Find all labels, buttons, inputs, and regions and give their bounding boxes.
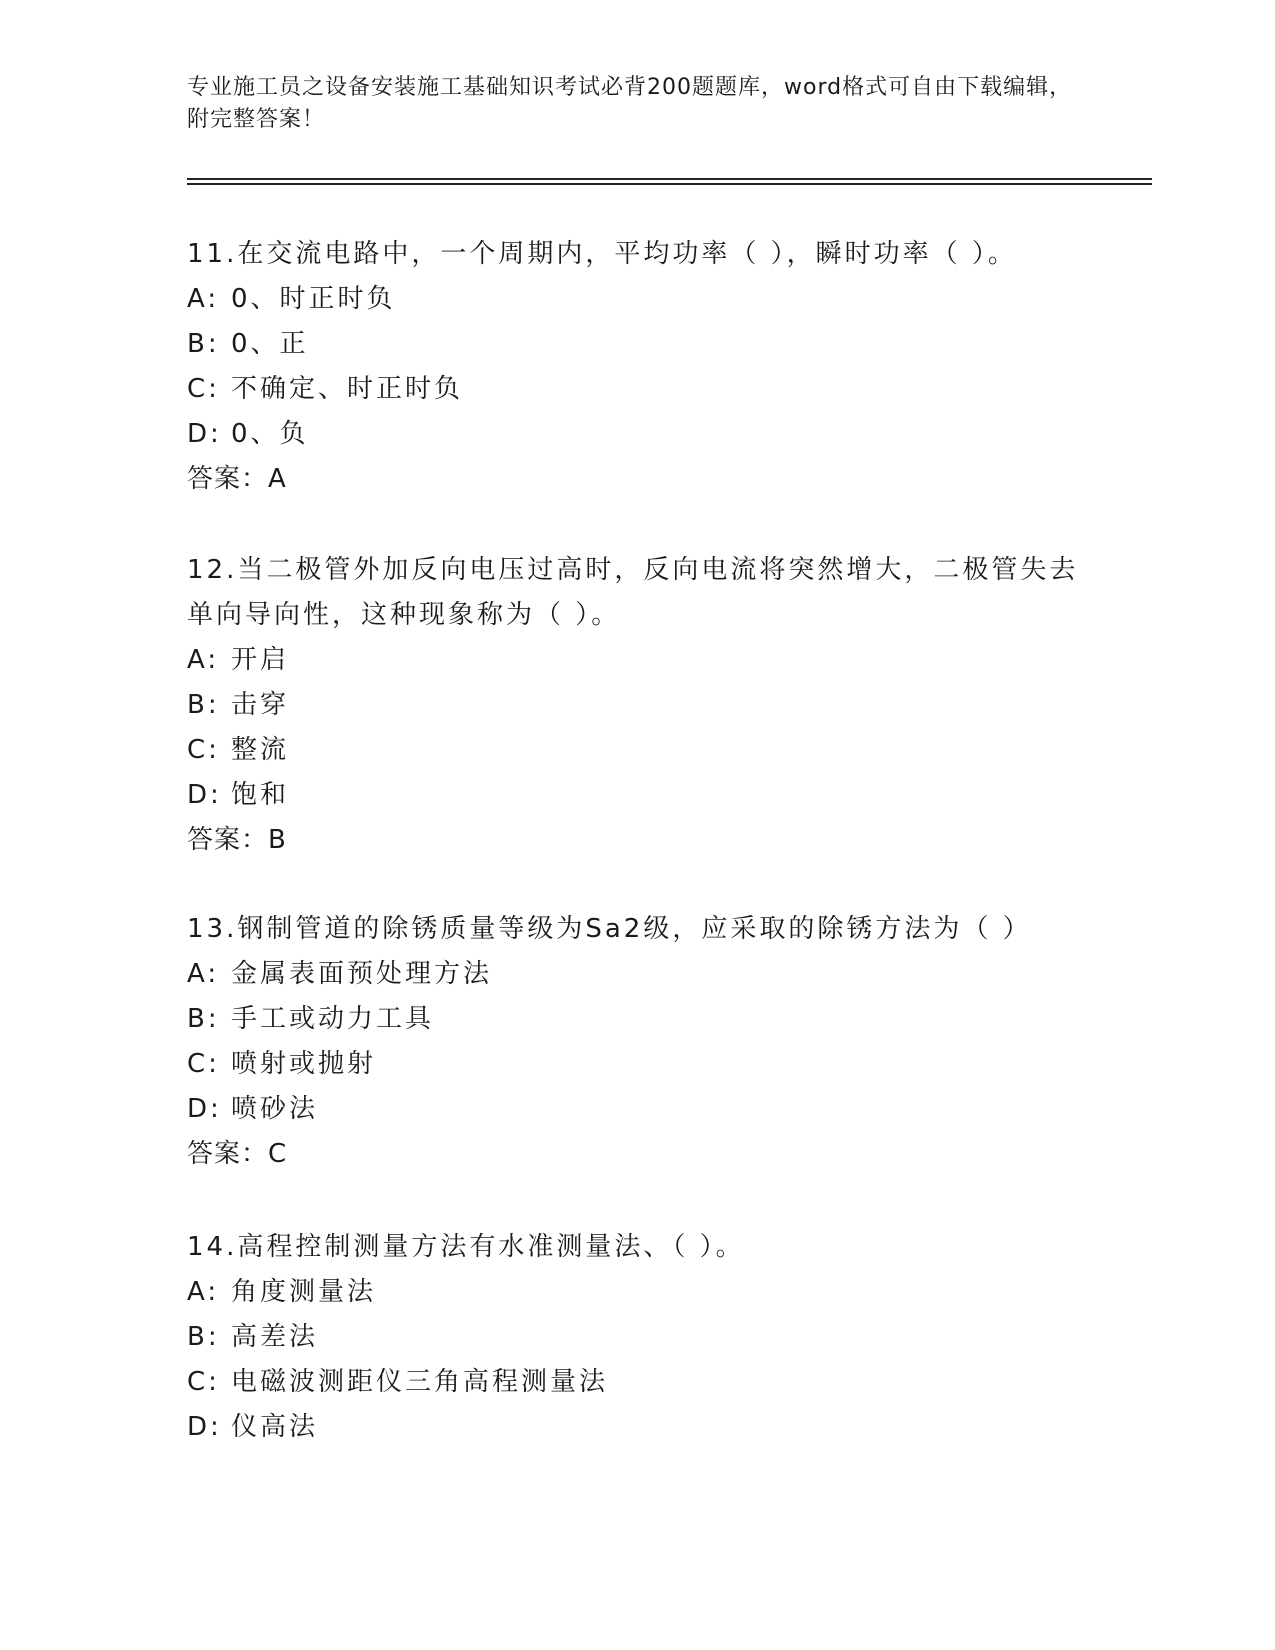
option-letter: A: [187, 284, 220, 314]
option-text: 喷砂法 [231, 1094, 319, 1124]
option-text: 电磁波测距仪三角高程测量法 [231, 1367, 609, 1397]
header-divider-bottom [187, 183, 1152, 185]
option-text: 喷射或抛射 [231, 1049, 377, 1079]
option-text: 0、时正时负 [231, 284, 396, 314]
option-d [187, 1087, 1087, 1132]
option-letter: A: [187, 959, 220, 989]
option-letter: C: [187, 735, 220, 765]
option-letter: C: [187, 1367, 220, 1397]
answer-line [187, 1132, 1087, 1177]
answer-value: C [268, 1139, 288, 1169]
option-text: 饱和 [231, 780, 290, 810]
option-d [187, 1405, 1087, 1450]
option-letter: B: [187, 1322, 220, 1352]
option-c [187, 1360, 1087, 1405]
option-c [187, 367, 1087, 412]
question-stem: 11.在交流电路中，一个周期内，平均功率（ ），瞬时功率（ ）。 [187, 239, 1017, 269]
header-divider-top [187, 178, 1152, 180]
option-a [187, 952, 1087, 997]
question-14 [187, 1225, 1087, 1450]
answer-value: A [268, 464, 287, 494]
answer-value: B [268, 825, 287, 855]
option-d [187, 773, 1087, 818]
option-a [187, 277, 1087, 322]
option-text: 击穿 [231, 690, 290, 720]
question-12 [187, 548, 1087, 863]
option-d [187, 412, 1087, 457]
option-text: 0、正 [231, 329, 309, 359]
option-b [187, 322, 1087, 367]
option-text: 开启 [231, 645, 290, 675]
option-text: 手工或动力工具 [231, 1004, 435, 1034]
option-c [187, 728, 1087, 773]
question-13 [187, 907, 1087, 1177]
option-letter: D: [187, 1412, 222, 1442]
option-b [187, 1315, 1087, 1360]
answer-label: 答案： [187, 464, 269, 494]
answer-label: 答案： [187, 1139, 269, 1169]
header-text: 专业施工员之设备安装施工基础知识考试必背200题题库，word格式可自由下载编辑，附完整答案！ [187, 75, 1073, 132]
document-header [187, 72, 1087, 136]
option-b [187, 997, 1087, 1042]
option-text: 不确定、时正时负 [231, 374, 464, 404]
question-stem: 13.钢制管道的除锈质量等级为Sa2级，应采取的除锈方法为（ ） [187, 914, 1032, 944]
option-text: 0、负 [231, 419, 309, 449]
option-letter: A: [187, 1277, 220, 1307]
option-text: 高差法 [231, 1322, 319, 1352]
option-text: 角度测量法 [231, 1277, 377, 1307]
option-letter: D: [187, 419, 222, 449]
option-letter: B: [187, 329, 220, 359]
option-text: 仪高法 [231, 1412, 319, 1442]
option-c [187, 1042, 1087, 1087]
option-letter: D: [187, 1094, 222, 1124]
option-text: 整流 [231, 735, 290, 765]
option-letter: A: [187, 645, 220, 675]
answer-line [187, 818, 1087, 863]
question-11 [187, 232, 1087, 502]
answer-label: 答案： [187, 825, 269, 855]
question-stem: 14.高程控制测量方法有水准测量法、（ ）。 [187, 1232, 745, 1262]
option-letter: B: [187, 690, 220, 720]
option-b [187, 683, 1087, 728]
question-stem: 12.当二极管外加反向电压过高时，反向电流将突然增大，二极管失去单向导向性，这种现象称为（ ）。 [187, 555, 1079, 630]
answer-line [187, 457, 1087, 502]
option-a [187, 1270, 1087, 1315]
option-letter: C: [187, 374, 220, 404]
option-letter: C: [187, 1049, 220, 1079]
option-letter: B: [187, 1004, 220, 1034]
option-a [187, 638, 1087, 683]
option-text: 金属表面预处理方法 [231, 959, 493, 989]
option-letter: D: [187, 780, 222, 810]
